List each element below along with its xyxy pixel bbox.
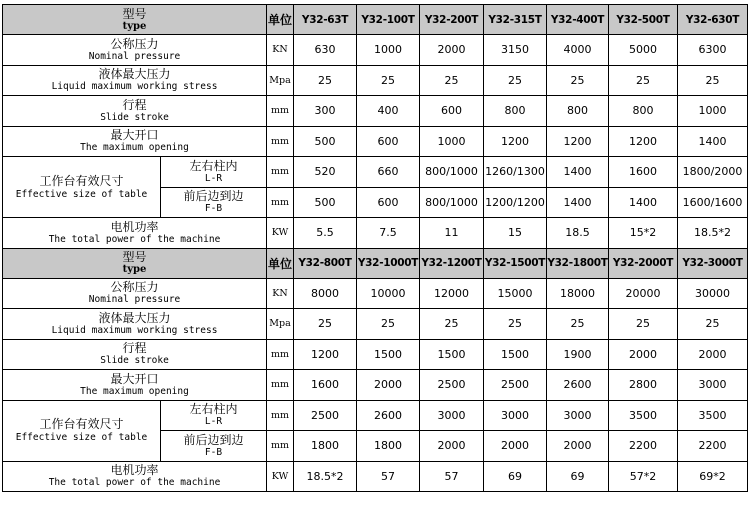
- value-cell: 57*2: [609, 461, 678, 492]
- value-cell: 25: [420, 65, 484, 96]
- value-cell: 300: [294, 96, 357, 127]
- model-header-row: [3, 5, 748, 35]
- model-header-row: [3, 248, 748, 278]
- value-cell: 69*2: [678, 461, 748, 492]
- param-label-zh: 电机功率: [110, 463, 159, 478]
- table-size-label-en: Effective size of table: [15, 188, 148, 200]
- param-label: [3, 126, 267, 157]
- value-cell: 25: [547, 65, 609, 96]
- param-label-en: Nominal pressure: [88, 294, 181, 306]
- param-label: [3, 218, 267, 249]
- model-name: Y32-400T: [547, 5, 609, 35]
- value-cell: 25: [609, 309, 678, 340]
- value-cell: 1200: [294, 339, 357, 370]
- value-cell: 1200: [547, 126, 609, 157]
- value-cell: 600: [357, 187, 420, 218]
- value-cell: 25: [357, 309, 420, 340]
- value-cell: 25: [294, 65, 357, 96]
- param-label: [3, 339, 267, 370]
- param-unit: Mpa: [267, 309, 294, 340]
- value-cell: 800: [484, 96, 547, 127]
- value-cell: 1400: [547, 187, 609, 218]
- param-unit: KW: [267, 461, 294, 492]
- value-cell: 600: [357, 126, 420, 157]
- model-name: Y32-2000T: [609, 248, 678, 278]
- param-row-opening: [3, 370, 748, 401]
- value-cell: 3000: [484, 400, 547, 431]
- model-name: Y32-200T: [420, 5, 484, 35]
- value-cell: 25: [547, 309, 609, 340]
- unit-header-cell: 单位: [267, 5, 294, 35]
- value-cell: 11: [420, 218, 484, 249]
- value-cell: 3000: [547, 400, 609, 431]
- model-name: Y32-1500T: [484, 248, 547, 278]
- param-label-en: Nominal pressure: [88, 50, 181, 62]
- model-name: Y32-3000T: [678, 248, 748, 278]
- param-unit: KN: [267, 35, 294, 66]
- press-spec-table: [2, 4, 748, 492]
- value-cell: 20000: [609, 278, 678, 309]
- value-cell: 25: [678, 65, 748, 96]
- param-unit: mm: [267, 370, 294, 401]
- value-cell: 25: [484, 309, 547, 340]
- lr-label-zh: 左右柱内: [189, 158, 238, 173]
- value-cell: 1400: [609, 187, 678, 218]
- spec-table-body: [3, 5, 748, 492]
- value-cell: 5000: [609, 35, 678, 66]
- param-label-zh: 液体最大压力: [98, 67, 171, 82]
- param-row-opening: [3, 126, 748, 157]
- model-name: Y32-100T: [357, 5, 420, 35]
- fb-label-en: F-B: [204, 203, 223, 215]
- param-label: [3, 96, 267, 127]
- fb-label-en: F-B: [204, 446, 223, 458]
- param-row-table-lr: [3, 400, 748, 431]
- type-label-zh: 型号: [122, 250, 147, 264]
- lr-label-en: L-R: [204, 416, 223, 428]
- value-cell: 18000: [547, 278, 609, 309]
- value-cell: 57: [420, 461, 484, 492]
- value-cell: 15000: [484, 278, 547, 309]
- value-cell: 2200: [609, 431, 678, 462]
- value-cell: 800: [609, 96, 678, 127]
- param-row-stroke: [3, 339, 748, 370]
- value-cell: 2600: [547, 370, 609, 401]
- model-name: Y32-630T: [678, 5, 748, 35]
- fb-label: [161, 187, 267, 218]
- value-cell: 57: [357, 461, 420, 492]
- fb-label-zh: 前后边到边: [183, 189, 244, 204]
- lr-label-en: L-R: [204, 172, 223, 184]
- param-unit: mm: [267, 96, 294, 127]
- param-row-working-stress: [3, 309, 748, 340]
- value-cell: 3500: [678, 400, 748, 431]
- value-cell: 1800: [294, 431, 357, 462]
- param-label-zh: 最大开口: [110, 371, 159, 386]
- param-label-en: The maximum opening: [80, 142, 189, 154]
- spec-sheet: [2, 4, 748, 492]
- value-cell: 1000: [357, 35, 420, 66]
- value-cell: 800: [547, 96, 609, 127]
- value-cell: 69: [484, 461, 547, 492]
- value-cell: 25: [294, 309, 357, 340]
- value-cell: 30000: [678, 278, 748, 309]
- value-cell: 3000: [678, 370, 748, 401]
- param-label-zh: 公称压力: [110, 36, 159, 51]
- value-cell: 15: [484, 218, 547, 249]
- model-name: Y32-800T: [294, 248, 357, 278]
- table-size-label-en: Effective size of table: [15, 432, 148, 443]
- param-label-zh: 行程: [122, 97, 147, 112]
- value-cell: 25: [420, 309, 484, 340]
- value-cell: 18.5: [547, 218, 609, 249]
- value-cell: 520: [294, 157, 357, 188]
- param-label: [3, 370, 267, 401]
- value-cell: 25: [678, 309, 748, 340]
- value-cell: 18.5*2: [678, 218, 748, 249]
- value-cell: 1900: [547, 339, 609, 370]
- value-cell: 2000: [609, 339, 678, 370]
- type-label-zh: 型号: [122, 6, 147, 21]
- param-label-en: Slide stroke: [100, 111, 169, 123]
- fb-label: [161, 431, 267, 462]
- param-label-en: Liquid maximum working stress: [51, 324, 218, 336]
- value-cell: 12000: [420, 278, 484, 309]
- value-cell: 660: [357, 157, 420, 188]
- model-name: Y32-1200T: [420, 248, 484, 278]
- value-cell: 2000: [357, 370, 420, 401]
- value-cell: 1000: [420, 126, 484, 157]
- value-cell: 3000: [420, 400, 484, 431]
- value-cell: 1500: [484, 339, 547, 370]
- param-unit: KN: [267, 278, 294, 309]
- param-unit: mm: [267, 431, 294, 462]
- value-cell: 2500: [294, 400, 357, 431]
- value-cell: 8000: [294, 278, 357, 309]
- param-label-zh: 行程: [122, 341, 147, 356]
- param-row-power: [3, 461, 748, 492]
- value-cell: 2000: [547, 431, 609, 462]
- model-name: Y32-1800T: [547, 248, 609, 278]
- value-cell: 2000: [484, 431, 547, 462]
- param-label-en: The total power of the machine: [48, 477, 221, 489]
- value-cell: 1200: [484, 126, 547, 157]
- value-cell: 10000: [357, 278, 420, 309]
- value-cell: 2500: [420, 370, 484, 401]
- param-row-power: [3, 218, 748, 249]
- model-name: Y32-63T: [294, 5, 357, 35]
- param-row-working-stress: [3, 65, 748, 96]
- table-size-label: [3, 400, 161, 461]
- param-label: [3, 278, 267, 309]
- value-cell: 800/1000: [420, 187, 484, 218]
- param-label-zh: 公称压力: [110, 280, 159, 295]
- model-name: Y32-1000T: [357, 248, 420, 278]
- value-cell: 2800: [609, 370, 678, 401]
- param-label-zh: 电机功率: [110, 219, 159, 234]
- value-cell: 69: [547, 461, 609, 492]
- value-cell: 1200/1200: [484, 187, 547, 218]
- value-cell: 2000: [420, 431, 484, 462]
- value-cell: 15*2: [609, 218, 678, 249]
- model-name: Y32-500T: [609, 5, 678, 35]
- value-cell: 1000: [678, 96, 748, 127]
- value-cell: 2000: [678, 339, 748, 370]
- value-cell: 400: [357, 96, 420, 127]
- type-label-en: type: [122, 264, 147, 275]
- value-cell: 4000: [547, 35, 609, 66]
- value-cell: 1200: [609, 126, 678, 157]
- param-unit: KW: [267, 218, 294, 249]
- unit-header-cell: 单位: [267, 248, 294, 278]
- param-unit: mm: [267, 126, 294, 157]
- param-label: [3, 309, 267, 340]
- param-label: [3, 35, 267, 66]
- value-cell: 500: [294, 126, 357, 157]
- value-cell: 2000: [420, 35, 484, 66]
- param-label-zh: 最大开口: [110, 128, 159, 143]
- param-unit: mm: [267, 339, 294, 370]
- value-cell: 6300: [678, 35, 748, 66]
- table-size-label-zh: 工作台有效尺寸: [39, 417, 124, 431]
- value-cell: 600: [420, 96, 484, 127]
- value-cell: 5.5: [294, 218, 357, 249]
- value-cell: 500: [294, 187, 357, 218]
- value-cell: 25: [484, 65, 547, 96]
- value-cell: 7.5: [357, 218, 420, 249]
- type-header-cell: [3, 248, 267, 278]
- value-cell: 1260/1300: [484, 157, 547, 188]
- value-cell: 3150: [484, 35, 547, 66]
- param-label-zh: 液体最大压力: [98, 310, 171, 325]
- value-cell: 630: [294, 35, 357, 66]
- lr-label: [161, 400, 267, 431]
- param-label-en: Liquid maximum working stress: [51, 81, 218, 93]
- value-cell: 2200: [678, 431, 748, 462]
- value-cell: 18.5*2: [294, 461, 357, 492]
- param-row-nominal-pressure: [3, 35, 748, 66]
- value-cell: 2600: [357, 400, 420, 431]
- type-label-en: type: [122, 20, 147, 32]
- table-size-label-zh: 工作台有效尺寸: [39, 173, 124, 188]
- value-cell: 1800: [357, 431, 420, 462]
- value-cell: 1800/2000: [678, 157, 748, 188]
- value-cell: 3500: [609, 400, 678, 431]
- fb-label-zh: 前后边到边: [183, 432, 244, 447]
- param-label: [3, 65, 267, 96]
- value-cell: 1600: [294, 370, 357, 401]
- param-unit: Mpa: [267, 65, 294, 96]
- value-cell: 800/1000: [420, 157, 484, 188]
- value-cell: 1400: [547, 157, 609, 188]
- value-cell: 1400: [678, 126, 748, 157]
- param-unit: mm: [267, 400, 294, 431]
- value-cell: 2500: [484, 370, 547, 401]
- lr-label: [161, 157, 267, 188]
- value-cell: 1600: [609, 157, 678, 188]
- model-name: Y32-315T: [484, 5, 547, 35]
- table-size-label: [3, 157, 161, 218]
- value-cell: 1500: [357, 339, 420, 370]
- param-label-en: The maximum opening: [80, 385, 189, 397]
- value-cell: 1500: [420, 339, 484, 370]
- param-unit: mm: [267, 187, 294, 218]
- param-label: [3, 461, 267, 492]
- param-row-table-lr: [3, 157, 748, 188]
- param-row-stroke: [3, 96, 748, 127]
- param-label-en: Slide stroke: [100, 355, 169, 367]
- param-label-en: The total power of the machine: [48, 233, 221, 245]
- type-header-cell: [3, 5, 267, 35]
- value-cell: 1600/1600: [678, 187, 748, 218]
- value-cell: 25: [609, 65, 678, 96]
- param-unit: mm: [267, 157, 294, 188]
- param-row-nominal-pressure: [3, 278, 748, 309]
- lr-label-zh: 左右柱内: [189, 402, 238, 417]
- value-cell: 25: [357, 65, 420, 96]
